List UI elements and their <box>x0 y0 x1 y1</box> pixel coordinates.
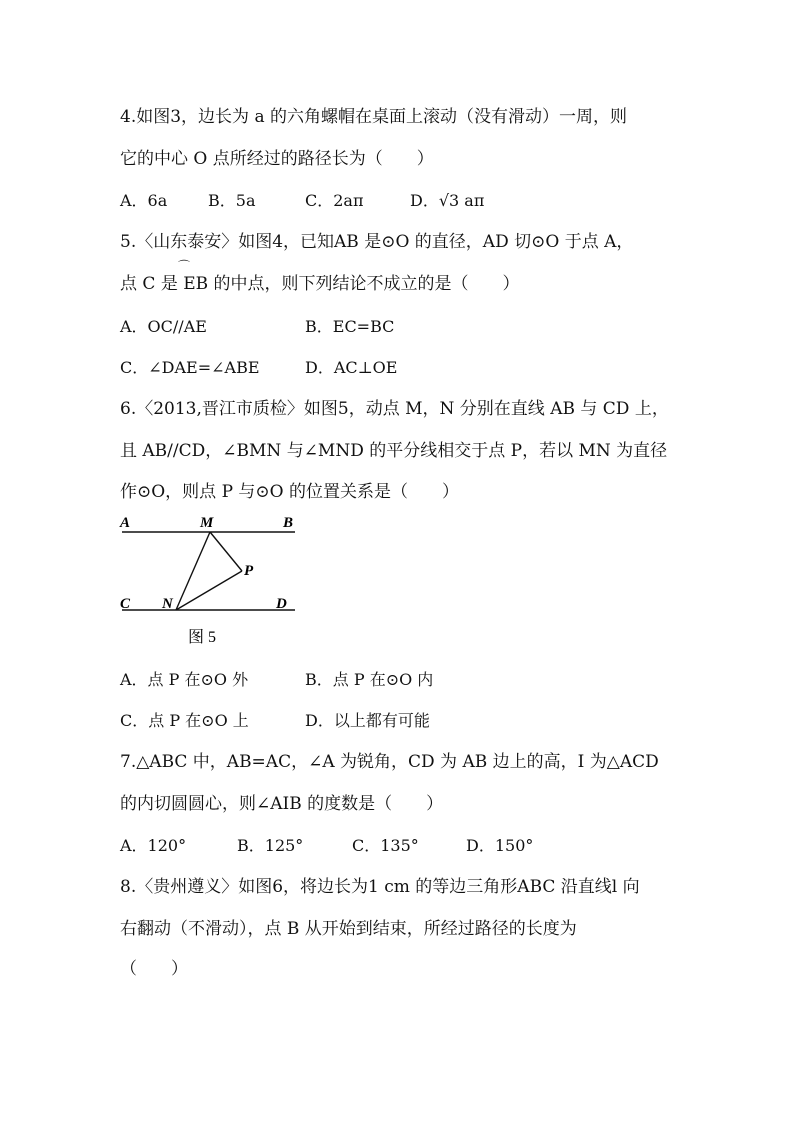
label-a: A <box>120 515 131 531</box>
q7-line-2: 的内切圆圆心，则∠AIB 的度数是（ ） <box>120 794 444 814</box>
q4-option-c: C．2aπ <box>305 191 364 210</box>
q7-line-1: 7.△ABC 中，AB=AC，∠A 为锐角，CD 为 AB 边上的高，I 为△ACD <box>120 752 659 772</box>
q5-option-b: B．EC=BC <box>305 317 395 336</box>
segment-mp <box>210 532 242 571</box>
arc-symbol-icon: ⌒ <box>178 259 191 273</box>
label-p: P <box>244 563 254 579</box>
q5-option-d: D．AC⊥OE <box>305 358 398 377</box>
figure-5 <box>110 508 310 658</box>
segment-np <box>176 571 242 610</box>
q7-option-b: B．125° <box>237 836 304 855</box>
q5-option-c: C．∠DAE=∠ABE <box>120 358 260 377</box>
q5-line-1: 5.〈山东泰安〉如图4，已知AB 是⊙O 的直径，AD 切⊙O 于点 A， <box>120 232 634 252</box>
q5-line-2: 点 C 是 EB 的中点，则下列结论不成立的是（ ） <box>120 274 520 294</box>
q8-line-2: 右翻动（不滑动），点 B 从开始到结束，所经过路径的长度为 <box>120 919 577 939</box>
q7-option-c: C．135° <box>352 836 419 855</box>
q7-option-d: D．150° <box>466 836 534 855</box>
label-b: B <box>283 515 294 531</box>
q5-option-a: A．OC//AE <box>120 317 207 336</box>
q6-option-c: C．点 P 在⊙O 上 <box>120 711 249 730</box>
label-c: C <box>120 596 131 612</box>
label-d: D <box>276 596 287 612</box>
q4-line-1: 4.如图3，边长为 a 的六角螺帽在桌面上滚动（没有滑动）一周，则 <box>120 107 627 127</box>
segment-mn <box>176 532 210 610</box>
q4-option-a: A．6a <box>120 191 168 210</box>
q6-line-2: 且 AB//CD，∠BMN 与∠MND 的平分线相交于点 P，若以 MN 为直径 <box>120 441 668 461</box>
q8-line-1: 8.〈贵州遵义〉如图6，将边长为1 cm 的等边三角形ABC 沿直线l 向 <box>120 877 640 897</box>
q6-line-1: 6.〈2013,晋江市质检〉如图5，动点 M，N 分别在直线 AB 与 CD 上， <box>120 399 669 419</box>
q6-line-3: 作⊙O，则点 P 与⊙O 的位置关系是（ ） <box>120 482 460 502</box>
label-m: M <box>200 515 214 531</box>
q4-line-2: 它的中心 O 点所经过的路径长为（ ） <box>120 149 434 169</box>
label-n: N <box>162 596 173 612</box>
q4-option-d: D．√3 aπ <box>410 191 485 210</box>
figure-caption: 图 5 <box>188 629 217 646</box>
q4-option-b: B．5a <box>208 191 256 210</box>
q6-option-a: A．点 P 在⊙O 外 <box>120 670 249 689</box>
q8-line-3: （ ） <box>120 959 188 979</box>
q6-option-b: B．点 P 在⊙O 内 <box>305 670 434 689</box>
q7-option-a: A．120° <box>120 836 187 855</box>
q6-option-d: D．以上都有可能 <box>305 711 430 730</box>
